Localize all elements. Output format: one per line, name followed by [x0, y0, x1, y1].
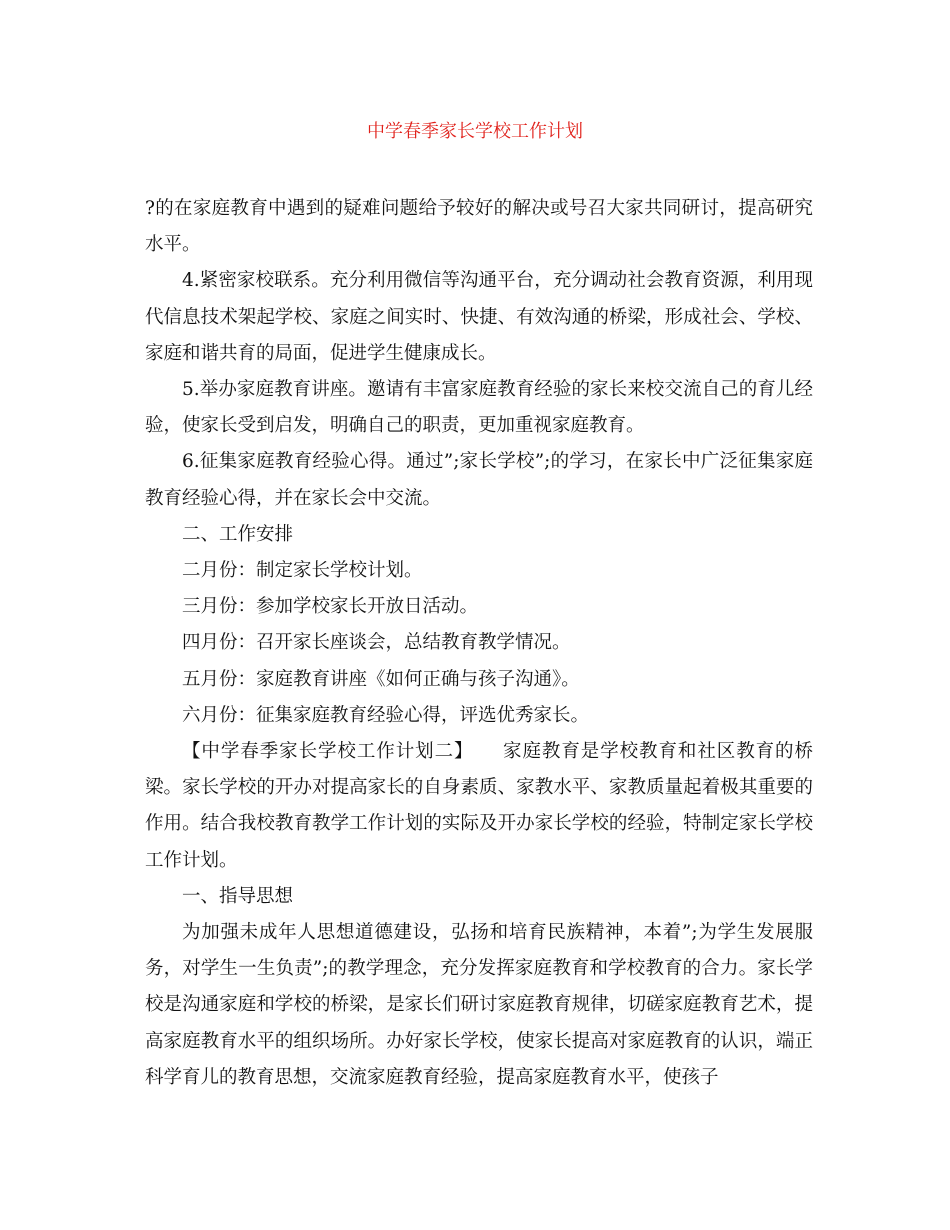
schedule-item: 二月份：制定家长学校计划。 [182, 560, 423, 582]
document-body [145, 191, 813, 1096]
schedule-item: 五月份：家庭教育讲座《如何正确与孩子沟通》。 [182, 668, 580, 690]
paragraph: 【中学春季家长学校工作计划二】 家庭教育是学校教育和社区教育的桥梁。家长学校的开办对提高家长的自身素质、家教水平、家教质量起着极其重要的作用。结合我校教育教学工作计划的实际及开办家长学校的经验，特制定家长学校工作计划。 [145, 741, 813, 871]
schedule-item: 六月份：征集家庭教育经验心得，评选优秀家长。 [182, 704, 590, 726]
paragraph: 4.紧密家校联系。充分利用微信等沟通平台，充分调动社会教育资源，利用现代信息技术架起学校、家庭之间实时、快捷、有效沟通的桥梁，形成社会、学校、家庭和谐共育的局面，促进学生健康成长。 [145, 270, 813, 364]
paragraph: 5.举办家庭教育讲座。邀请有丰富家庭教育经验的家长来校交流自己的育儿经验，使家长受到启发，明确自己的职责，更加重视家庭教育。 [145, 379, 813, 437]
paragraph: 为加强未成年人思想道德建设，弘扬和培育民族精神，本着”;为学生发展服务，对学生一生负责”;的教学理念，充分发挥家庭教育和学校教育的合力。家长学校是沟通家庭和学校的桥梁，是家长们研讨家庭教育规律，切磋家庭教育艺术，提高家庭教育水平的组织场所。办好家长学校，使家长提高对家庭教育的认识，端正科学育儿的教育思想，交流家庭教育经验，提高家庭教育水平，使孩子 [145, 922, 813, 1088]
schedule-item: 三月份：参加学校家长开放日活动。 [182, 596, 479, 618]
schedule-item: 四月份：召开家长座谈会，总结教育教学情况。 [182, 632, 571, 654]
section-heading: 二、工作安排 [182, 523, 294, 545]
paragraph: 6.征集家庭教育经验心得。通过”;家长学校”;的学习，在家长中广泛征集家庭教育经验心得，并在家长会中交流。 [145, 451, 813, 509]
paragraph: ?的在家庭教育中遇到的疑难问题给予较好的解决或号召大家共同研讨，提高研究水平。 [145, 198, 813, 256]
document-title: 中学春季家长学校工作计划 [367, 121, 583, 142]
section-heading: 一、指导思想 [182, 885, 294, 907]
